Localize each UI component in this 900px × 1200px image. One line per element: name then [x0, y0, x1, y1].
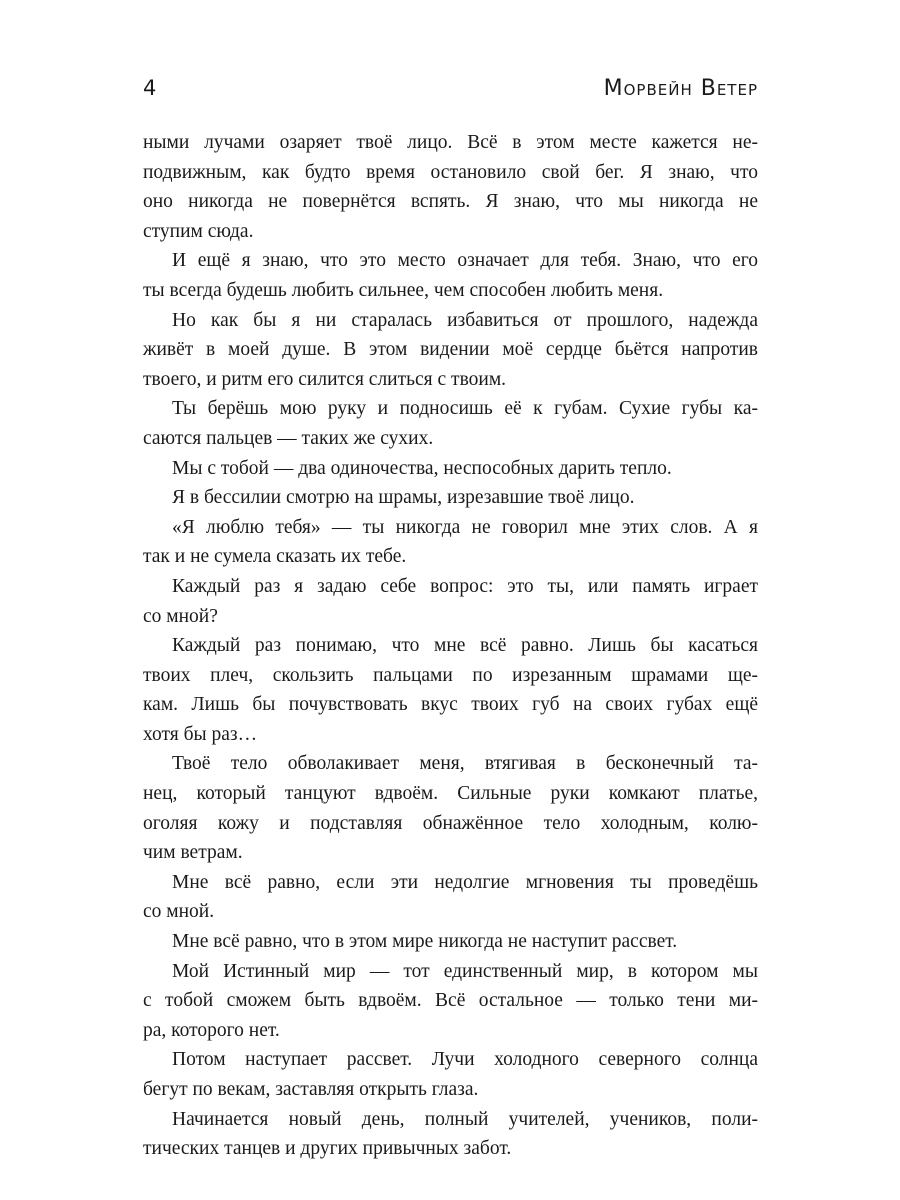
text-line: Каждый раз понимаю, что мне всё равно. Лишь бы касаться	[172, 635, 758, 657]
book-author: Морвейн Ветер	[603, 76, 758, 101]
page-number: 4	[143, 76, 157, 100]
text-line: со мной.	[143, 901, 215, 923]
text-line: «Я люблю тебя» — ты никогда не говорил мне этих слов. А я	[172, 516, 758, 538]
text-line: подвижным, как будто время остановило свой бег. Я знаю, что	[143, 161, 758, 183]
text-line: чим ветрам.	[143, 842, 243, 864]
running-head	[143, 76, 758, 106]
text-line: И ещё я знаю, что это место означает для тебя. Знаю, что его	[172, 250, 758, 272]
text-line: Я в бессилии смотрю на шрамы, изрезавшие твоё лицо.	[172, 487, 635, 509]
text-line: Мне всё равно, что в этом мире никогда не наступит рассвет.	[172, 931, 678, 953]
text-line: так и не сумела сказать их тебе.	[143, 546, 407, 568]
text-line: Начинается новый день, полный учителей, учеников, поли-	[172, 1108, 758, 1130]
text-line: Мы с тобой — два одиночества, неспособных дарить тепло.	[172, 457, 672, 479]
text-line: оголяя кожу и подставляя обнажённое тело холодным, колю-	[143, 812, 758, 834]
text-line: твоих плеч, скользить пальцами по изрезанным шрамами ще-	[143, 664, 758, 686]
text-line: Но как бы я ни старалась избавиться от прошлого, надежда	[172, 309, 758, 331]
text-line: твоего, и ритм его силится слиться с твоим.	[143, 368, 507, 390]
text-line: саются пальцев — таких же сухих.	[143, 427, 434, 449]
text-line: Мне всё равно, если эти недолгие мгновения ты проведёшь	[172, 871, 758, 893]
text-line: Твоё тело обволакивает меня, втягивая в бесконечный та-	[172, 753, 758, 775]
text-line: Мой Истинный мир — тот единственный мир, в котором мы	[172, 960, 758, 982]
text-line: ты всегда будешь любить сильнее, чем способен любить меня.	[143, 279, 664, 301]
text-line: Каждый раз я задаю себе вопрос: это ты, или память играет	[172, 575, 758, 597]
text-line: Ты берёшь мою руку и подносишь её к губам. Сухие губы ка-	[172, 398, 758, 420]
text-line: с тобой сможем быть вдвоём. Всё остальное — только тени ми-	[143, 990, 758, 1012]
text-line: ра, которого нет.	[143, 1019, 280, 1041]
text-body	[143, 128, 758, 1164]
text-line: оно никогда не повернётся вспять. Я знаю, что мы никогда не	[143, 191, 758, 213]
text-line: нец, который танцуют вдвоём. Сильные руки комкают платье,	[143, 783, 758, 805]
text-line: хотя бы раз…	[143, 723, 258, 745]
text-line: со мной?	[143, 605, 218, 627]
text-line: Потом наступает рассвет. Лучи холодного северного солнца	[172, 1049, 758, 1071]
text-line: ными лучами озаряет твоё лицо. Всё в этом месте кажется не-	[143, 132, 758, 153]
text-line: кам. Лишь бы почувствовать вкус твоих губ на своих губах ещё	[143, 694, 758, 716]
text-line: бегут по векам, заставляя открыть глаза.	[143, 1079, 479, 1100]
text-line: ступим сюда.	[143, 220, 254, 242]
text-line: живёт в моей душе. В этом видении моё сердце бьётся напротив	[143, 339, 758, 361]
text-line: тических танцев и других привычных забот.	[143, 1138, 512, 1160]
